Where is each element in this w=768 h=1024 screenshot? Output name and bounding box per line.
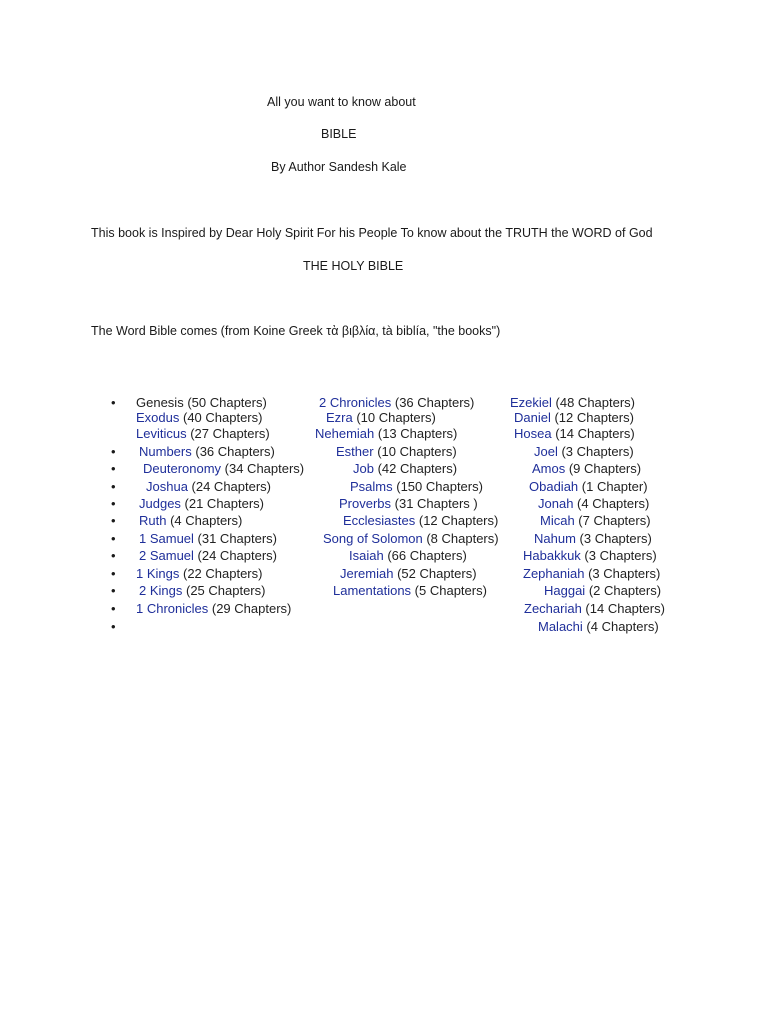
col2-book-entry bbox=[323, 531, 499, 546]
book-name-link[interactable]: Malachi bbox=[538, 619, 583, 634]
holy-bible-heading: THE HOLY BIBLE bbox=[303, 259, 404, 273]
chapter-count: (14 Chapters) bbox=[581, 601, 665, 616]
book-name-link[interactable]: Joshua bbox=[146, 479, 188, 494]
title-line-1: All you want to know about bbox=[267, 95, 416, 109]
book-name-link[interactable]: Habakkuk bbox=[523, 548, 581, 563]
col1-book-entry bbox=[136, 426, 270, 441]
bullet-marker: • bbox=[111, 548, 116, 563]
chapter-count: (29 Chapters) bbox=[208, 601, 292, 616]
bullet-marker: • bbox=[111, 531, 116, 546]
chapter-count: (12 Chapters) bbox=[415, 513, 499, 528]
chapter-count: (52 Chapters) bbox=[393, 566, 477, 581]
chapter-count: (4 Chapters) bbox=[582, 619, 659, 634]
book-name-link: Genesis bbox=[136, 395, 184, 410]
col3-book-entry bbox=[532, 461, 641, 476]
col2-book-entry bbox=[326, 410, 436, 425]
book-name-link[interactable]: 1 Samuel bbox=[139, 531, 194, 546]
col2-book-entry bbox=[336, 444, 457, 459]
bullet-marker: • bbox=[111, 461, 116, 476]
book-name-link[interactable]: Deuteronomy bbox=[143, 461, 222, 476]
col1-book-entry bbox=[136, 395, 267, 410]
chapter-count: (25 Chapters) bbox=[182, 583, 266, 598]
book-name-link[interactable]: 2 Chronicles bbox=[319, 395, 392, 410]
chapter-count: (48 Chapters) bbox=[551, 395, 636, 410]
chapter-count: (10 Chapters) bbox=[352, 410, 436, 425]
book-name-link[interactable]: Joel bbox=[534, 444, 558, 459]
chapter-count: (7 Chapters) bbox=[574, 513, 651, 528]
book-name-link[interactable]: 2 Samuel bbox=[139, 548, 194, 563]
col3-book-entry bbox=[534, 444, 634, 459]
bullet-marker: • bbox=[111, 619, 116, 634]
col1-book-entry bbox=[139, 496, 264, 511]
col2-book-entry bbox=[349, 548, 467, 563]
book-name-link[interactable]: Proverbs bbox=[339, 496, 392, 511]
book-name-link[interactable]: Daniel bbox=[514, 410, 551, 425]
bullet-marker: • bbox=[111, 395, 116, 410]
col1-book-entry bbox=[139, 583, 265, 598]
chapter-count: (2 Chapters) bbox=[585, 583, 662, 598]
chapter-count: (9 Chapters) bbox=[565, 461, 642, 476]
author-line: By Author Sandesh Kale bbox=[271, 160, 407, 174]
chapter-count: (150 Chapters) bbox=[392, 479, 483, 494]
chapter-count: (3 Chapters) bbox=[580, 548, 657, 563]
book-name-link[interactable]: 2 Kings bbox=[139, 583, 183, 598]
col3-book-entry bbox=[524, 601, 665, 616]
col3-book-entry bbox=[529, 479, 648, 494]
book-name-link[interactable]: Jonah bbox=[538, 496, 574, 511]
chapter-count: (4 Chapters) bbox=[573, 496, 650, 511]
col2-book-entry bbox=[350, 479, 483, 494]
book-name-link[interactable]: Numbers bbox=[139, 444, 192, 459]
col1-book-entry bbox=[139, 513, 242, 528]
col3-book-entry bbox=[514, 410, 634, 425]
col2-book-entry bbox=[353, 461, 457, 476]
col2-book-entry bbox=[319, 395, 474, 410]
col2-book-entry bbox=[343, 513, 498, 528]
chapter-count: (42 Chapters) bbox=[373, 461, 458, 476]
chapter-count: (40 Chapters) bbox=[179, 410, 263, 425]
col1-book-entry bbox=[146, 479, 271, 494]
book-name-link[interactable]: Job bbox=[353, 461, 374, 476]
book-name-link[interactable]: Ezra bbox=[326, 410, 353, 425]
col3-book-entry bbox=[514, 426, 635, 441]
inspired-text: This book is Inspired by Dear Holy Spirit For his People To know about the TRUTH the WORD of God bbox=[91, 226, 653, 240]
col2-book-entry bbox=[315, 426, 457, 441]
chapter-count: (3 Chapters) bbox=[584, 566, 661, 581]
col1-book-entry bbox=[136, 566, 262, 581]
chapter-count: (3 Chapters) bbox=[557, 444, 634, 459]
book-name-link[interactable]: Hosea bbox=[514, 426, 552, 441]
bullet-marker: • bbox=[111, 566, 116, 581]
bullet-marker: • bbox=[111, 444, 116, 459]
chapter-count: (8 Chapters) bbox=[422, 531, 499, 546]
book-name-link[interactable]: Lamentations bbox=[333, 583, 412, 598]
bullet-marker: • bbox=[111, 601, 116, 616]
col1-book-entry bbox=[136, 601, 291, 616]
col3-book-entry bbox=[510, 395, 635, 410]
chapter-count: (12 Chapters) bbox=[550, 410, 634, 425]
chapter-count: (4 Chapters) bbox=[166, 513, 243, 528]
col1-book-entry bbox=[139, 444, 275, 459]
book-name-link[interactable]: Nehemiah bbox=[315, 426, 375, 441]
bullet-marker: • bbox=[111, 583, 116, 598]
col1-book-entry bbox=[139, 531, 277, 546]
title-line-2: BIBLE bbox=[321, 127, 357, 141]
col3-book-entry bbox=[523, 566, 660, 581]
word-origin-text: The Word Bible comes (from Koine Greek τὰ βιβλία, tà biblía, "the books") bbox=[91, 324, 501, 338]
chapter-count: (50 Chapters) bbox=[183, 395, 267, 410]
book-name-link[interactable]: Ecclesiastes bbox=[343, 513, 416, 528]
chapter-count: (14 Chapters) bbox=[551, 426, 635, 441]
book-name-link[interactable]: Leviticus bbox=[136, 426, 187, 441]
book-name-link[interactable]: Nahum bbox=[534, 531, 576, 546]
book-name-link[interactable]: Exodus bbox=[136, 410, 180, 425]
col3-book-entry bbox=[540, 513, 651, 528]
chapter-count: (24 Chapters) bbox=[193, 548, 278, 563]
book-name-link[interactable]: Zechariah bbox=[524, 601, 582, 616]
chapter-count: (3 Chapters) bbox=[575, 531, 652, 546]
bullet-marker: • bbox=[111, 479, 116, 494]
col2-book-entry bbox=[333, 583, 487, 598]
col2-book-entry bbox=[339, 496, 478, 511]
book-name-link[interactable]: Micah bbox=[540, 513, 575, 528]
col3-book-entry bbox=[534, 531, 652, 546]
col3-book-entry bbox=[523, 548, 657, 563]
chapter-count: (13 Chapters) bbox=[374, 426, 458, 441]
book-name-link[interactable]: Esther bbox=[336, 444, 374, 459]
col3-book-entry bbox=[538, 619, 659, 634]
book-name-link[interactable]: Psalms bbox=[350, 479, 393, 494]
book-name-link[interactable]: Obadiah bbox=[529, 479, 579, 494]
chapter-count: (36 Chapters) bbox=[391, 395, 475, 410]
chapter-count: (1 Chapter) bbox=[578, 479, 648, 494]
book-name-link[interactable]: Isaiah bbox=[349, 548, 384, 563]
chapter-count: (5 Chapters) bbox=[411, 583, 487, 598]
chapter-count: (24 Chapters) bbox=[187, 479, 272, 494]
col2-book-entry bbox=[340, 566, 477, 581]
chapter-count: (34 Chapters) bbox=[221, 461, 305, 476]
book-name-link[interactable]: Zephaniah bbox=[523, 566, 585, 581]
chapter-count: (21 Chapters) bbox=[180, 496, 265, 511]
bullet-marker: • bbox=[111, 513, 116, 528]
book-name-link[interactable]: Amos bbox=[532, 461, 566, 476]
chapter-count: (22 Chapters) bbox=[179, 566, 263, 581]
chapter-count: (66 Chapters) bbox=[383, 548, 467, 563]
book-name-link[interactable]: Ruth bbox=[139, 513, 167, 528]
bullet-marker: • bbox=[111, 496, 116, 511]
book-name-link[interactable]: Song of Solomon bbox=[323, 531, 423, 546]
chapter-count: (36 Chapters) bbox=[191, 444, 275, 459]
chapter-count: (10 Chapters) bbox=[373, 444, 457, 459]
chapter-count: (27 Chapters) bbox=[186, 426, 270, 441]
book-name-link[interactable]: 1 Kings bbox=[136, 566, 180, 581]
col1-book-entry bbox=[143, 461, 304, 476]
book-name-link[interactable]: Ezekiel bbox=[510, 395, 552, 410]
chapter-count: (31 Chapters ) bbox=[391, 496, 478, 511]
col3-book-entry bbox=[544, 583, 661, 598]
book-name-link[interactable]: Haggai bbox=[544, 583, 586, 598]
col1-book-entry bbox=[136, 410, 262, 425]
chapter-count: (31 Chapters) bbox=[193, 531, 278, 546]
book-name-link[interactable]: 1 Chronicles bbox=[136, 601, 209, 616]
col3-book-entry bbox=[538, 496, 649, 511]
col1-book-entry bbox=[139, 548, 277, 563]
book-name-link[interactable]: Jeremiah bbox=[340, 566, 394, 581]
book-name-link[interactable]: Judges bbox=[139, 496, 181, 511]
